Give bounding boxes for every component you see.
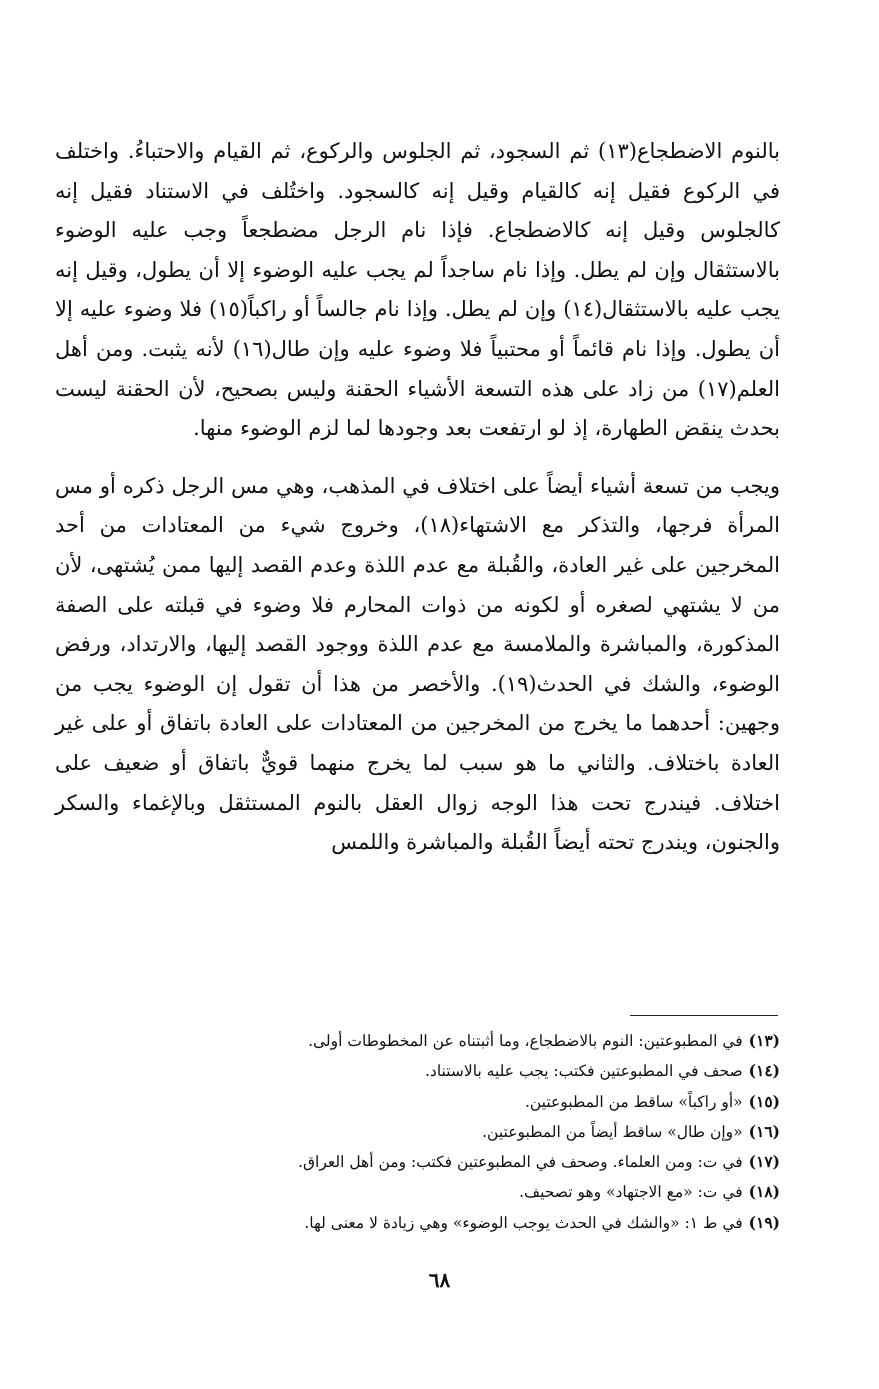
footnotes xyxy=(80,1026,780,1238)
footnote-13 xyxy=(80,1026,780,1056)
footnote-16 xyxy=(80,1117,780,1147)
footnote-text: في ت: «مع الاجتهاد» وهو تصحيف. xyxy=(519,1183,743,1202)
footnote-text: «أو راكباً» ساقط من المطبوعتين. xyxy=(524,1092,743,1111)
footnote-number: (١٥) xyxy=(748,1091,780,1111)
body-paragraph-1: بالنوم الاضطجاع(١٣) ثم السجود، ثم الجلوس والركوع، ثم القيام والاحتباءُ. واختلف في الركوع فقيل إنه كالقيام وقيل إنه كالسجود. واختُلف في الاستناد فقيل إنه كالجلوس وقيل إنه كالاضطجاع. فإذا نام الرجل مضطجعاً وجب عليه الوضوء بالاستثقال وإن لم يطل. وإذا نام ساجداً لم يجب عليه الوضوء إلا أن يطول، وقيل إنه يجب عليه بالاستثقال(١٤) وإن لم يطل. وإذا نام جالساً أو راكباً(١٥) فلا وضوء عليه إلا أن يطول. وإذا نام قائماً أو محتبياً فلا وضوء عليه وإن طال(١٦) لأنه يثبت. ومن أهل العلم(١٧) من زاد على هذه التسعة الأشياء الحقنة وليس بصحيح، لأن الحقنة ليست بحدث ينقض الطهارة، إذ لو ارتفعت بعد وجودها لما لزم الوضوء منها. xyxy=(55,139,780,441)
footnote-text: في ط ١: «والشك في الحدث يوجب الوضوء» وهي زيادة لا معنى لها. xyxy=(304,1213,743,1232)
footnote-separator xyxy=(630,1015,778,1016)
footnote-14 xyxy=(80,1056,780,1086)
footnote-number: (١٧) xyxy=(748,1152,780,1172)
footnote-text: صحف في المطبوعتين فكتب: يجب عليه بالاستناد. xyxy=(424,1062,743,1081)
footnote-text: في ت: ومن العلماء. وصحف في المطبوعتين فكتب: ومن أهل العراق. xyxy=(298,1153,743,1172)
footnote-number: (١٨) xyxy=(748,1182,780,1202)
footnote-number: (١٣) xyxy=(748,1031,780,1050)
body-paragraph-2: ويجب من تسعة أشياء أيضاً على اختلاف في المذهب، وهي مس الرجل ذكره أو مس المرأة فرجها، والتذكر مع الاشتهاء(١٨)، وخروج شيء من المعتادات من أحد المخرجين على غير العادة، والقُبلة مع عدم اللذة وعدم القصد إليها ممن يُشتهى، لأن من لا يشتهي لصغره أو لكونه من ذوات المحارم فلا وضوء في قبلته على الصفة المذكورة، والمباشرة والملامسة مع عدم اللذة ووجود القصد إليها، والارتداد، ورفض الوضوء، والشك في الحدث(١٩). والأخصر من هذا أن تقول إن الوضوء يجب من وجهين: أحدهما ما يخرج من المخرجين من المعتادات على العادة باتفاق أو على غير العادة باختلاف. والثاني ما هو سبب لما يخرج منهما قويٌّ باتفاق أو ضعيف على اختلاف. فيندرج تحت هذا الوجه زوال العقل بالنوم المستثقل وبالإغماء والسكر والجنون، ويندرج تحته أيضاً القُبلة والمباشرة واللمس xyxy=(55,473,780,855)
footnote-18 xyxy=(80,1177,780,1207)
footnote-text: في المطبوعتين: النوم بالاضطجاع، وما أثبتناه عن المخطوطات أولى. xyxy=(308,1032,743,1050)
footnote-15 xyxy=(80,1087,780,1117)
footnote-number: (١٩) xyxy=(748,1212,780,1232)
footnote-number: (١٦) xyxy=(748,1121,780,1141)
main-text xyxy=(55,132,780,863)
footnote-17 xyxy=(80,1147,780,1177)
footnote-text: «وإن طال» ساقط أيضاً من المطبوعتين. xyxy=(482,1122,743,1141)
page-number: ٦٨ xyxy=(428,1268,451,1292)
footnote-19 xyxy=(80,1208,780,1238)
footnote-number: (١٤) xyxy=(748,1061,780,1081)
